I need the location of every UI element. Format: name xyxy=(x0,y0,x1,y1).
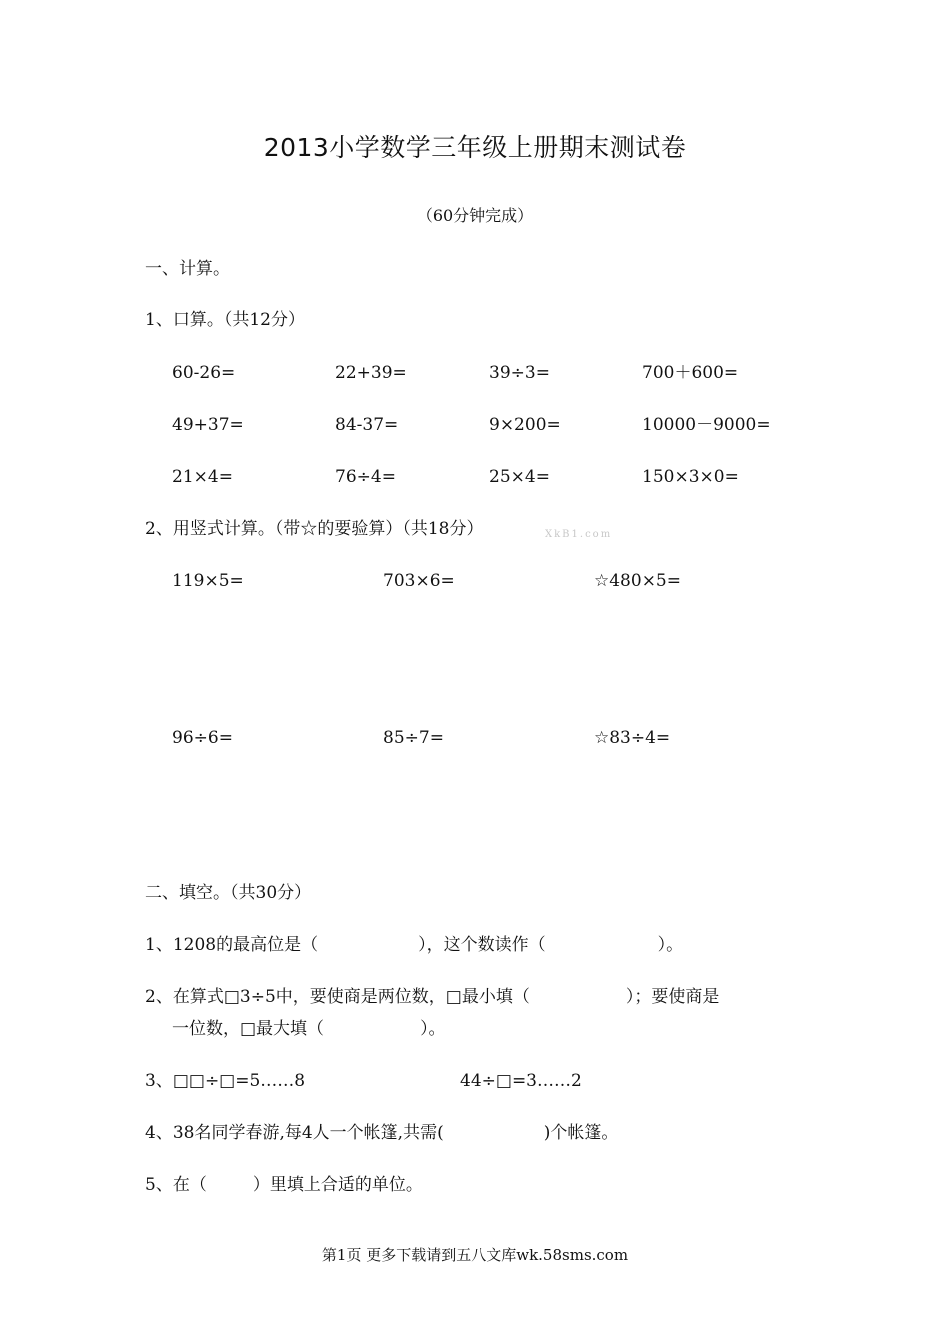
oral-item: 700＋600= xyxy=(642,363,739,383)
question-text: )个帐篷。 xyxy=(543,1123,619,1143)
oral-item: 25×4= xyxy=(489,467,550,487)
oral-calc-label: 1、口算。（共12分） xyxy=(145,310,305,330)
fill-question-4 xyxy=(145,1122,618,1144)
section1-heading: 一、计算。 xyxy=(145,259,230,279)
time-limit-subtitle: （60分钟完成） xyxy=(416,206,534,225)
vertical-item: 85÷7= xyxy=(383,728,444,748)
question-text: 4、38名同学春游,每4人一个帐篷,共需( xyxy=(145,1123,444,1143)
oral-item: 60-26= xyxy=(172,363,236,383)
oral-item: 150×3×0= xyxy=(642,467,739,487)
question-text: ）。 xyxy=(420,1019,446,1039)
page-footer: 第1页 更多下载请到五八文库wk.58sms.com xyxy=(321,1246,629,1264)
question-text: ），这个数读作（ xyxy=(418,935,546,955)
oral-item: 10000－9000= xyxy=(642,415,771,435)
fill-question-2-cont xyxy=(172,1018,446,1040)
vertical-item: ☆480×5= xyxy=(594,571,681,591)
watermark-text: XkB1.com xyxy=(545,529,613,540)
oral-item: 39÷3= xyxy=(489,363,550,383)
fill-question-5 xyxy=(145,1174,423,1196)
vertical-item: 96÷6= xyxy=(172,728,233,748)
page-title: 2013小学数学三年级上册期末测试卷 xyxy=(263,133,687,162)
fill-question-3b: 44÷□=3……2 xyxy=(460,1071,582,1091)
vertical-item: 119×5= xyxy=(172,571,244,591)
question-text: ）里填上合适的单位。 xyxy=(252,1175,423,1195)
question-text: 2、在算式□3÷5中，要使商是两位数，□最小填（ xyxy=(145,987,530,1007)
vertical-item: ☆83÷4= xyxy=(594,728,671,748)
fill-question-2 xyxy=(145,986,719,1008)
question-text: 一位数，□最大填（ xyxy=(172,1019,325,1039)
oral-item: 49+37= xyxy=(172,415,244,435)
fill-question-3a: 3、□□÷□=5……8 xyxy=(145,1071,306,1091)
oral-item: 84-37= xyxy=(335,415,399,435)
oral-item: 9×200= xyxy=(489,415,561,435)
oral-item: 21×4= xyxy=(172,467,233,487)
question-text: ）。 xyxy=(657,935,684,955)
vertical-item: 703×6= xyxy=(383,571,455,591)
question-text: ）；要使商是 xyxy=(625,987,720,1007)
question-text: 5、在（ xyxy=(145,1175,207,1195)
question-text: 1、1208的最高位是（ xyxy=(145,935,319,955)
section2-heading: 二、填空。（共30分） xyxy=(145,883,312,903)
oral-item: 76÷4= xyxy=(335,467,396,487)
fill-question-1 xyxy=(145,934,683,956)
vertical-calc-label: 2、用竖式计算。（带☆的要验算）（共18分） xyxy=(145,519,484,539)
oral-item: 22+39= xyxy=(335,363,407,383)
